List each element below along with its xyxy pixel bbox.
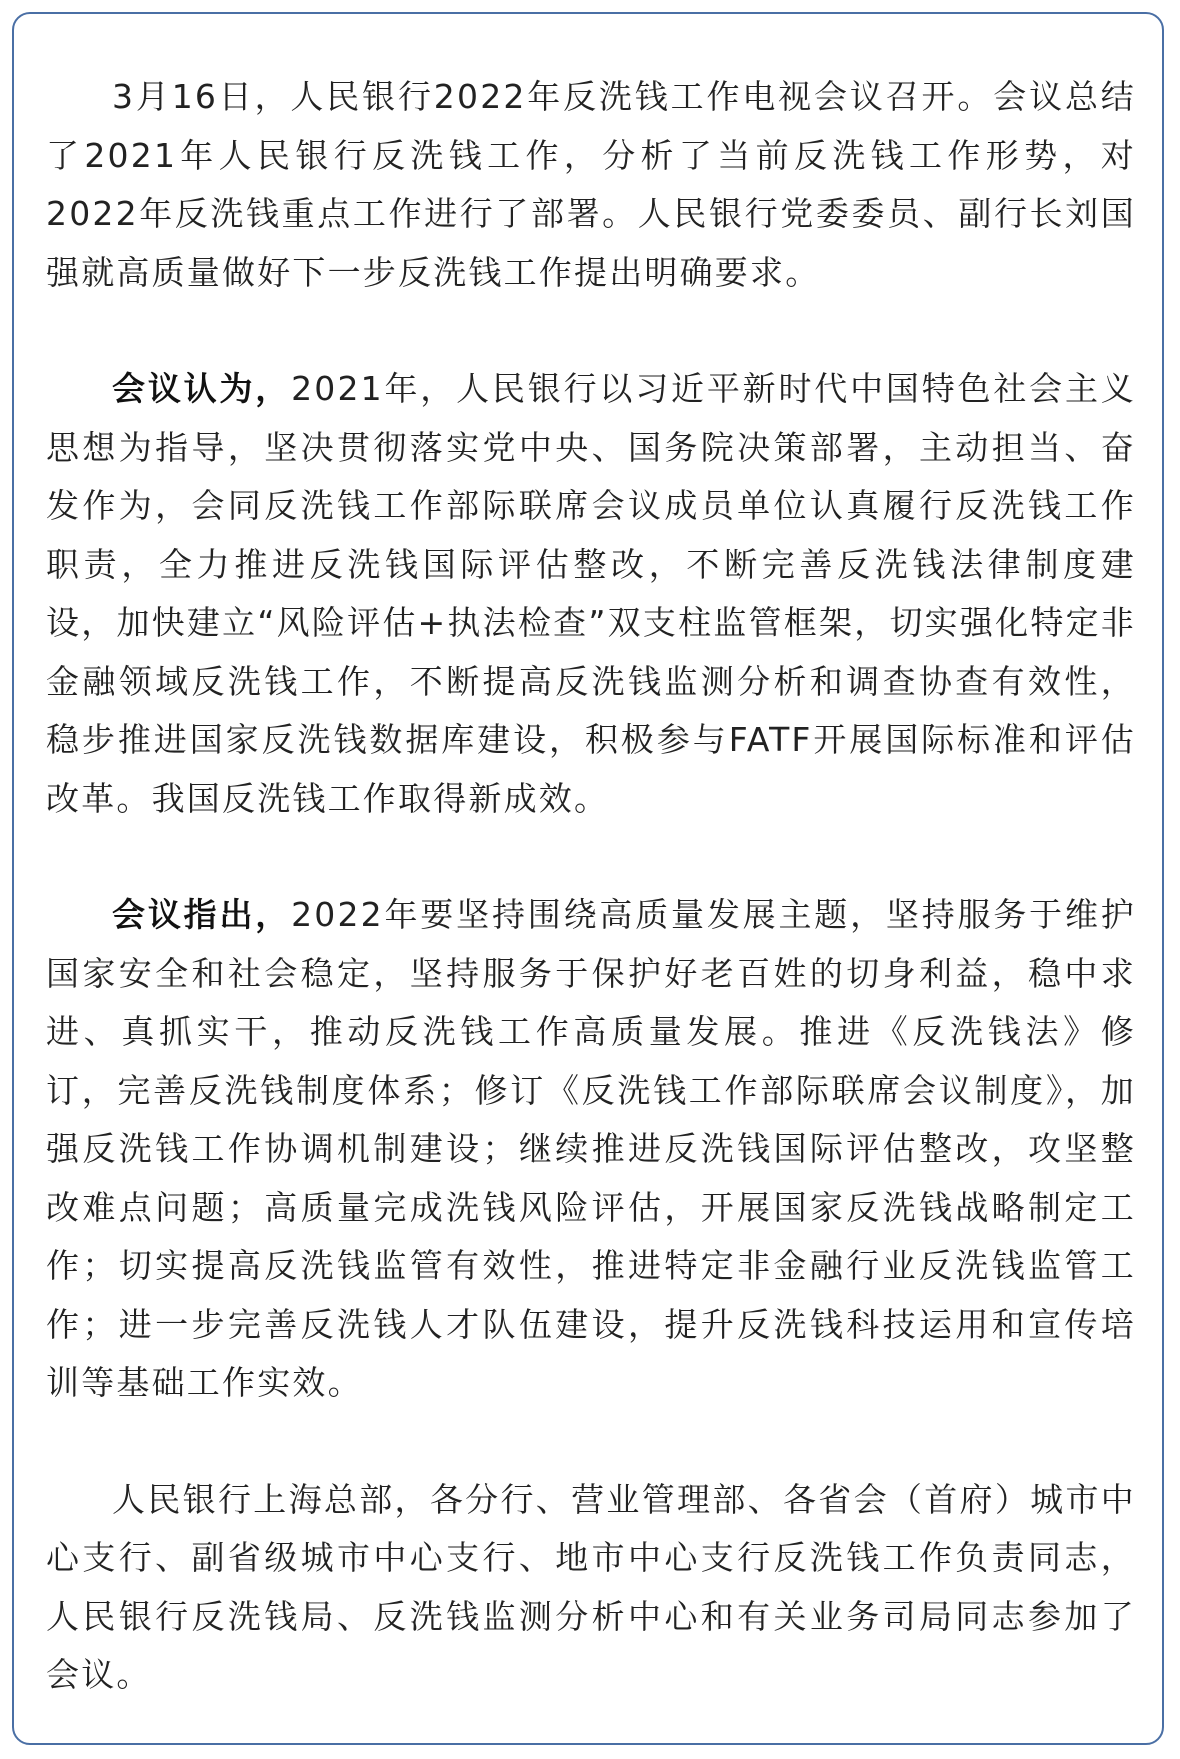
paragraph-lead: 会议认为， bbox=[112, 369, 292, 408]
article-body bbox=[46, 68, 1136, 1705]
paragraph-meeting-summary bbox=[46, 68, 1136, 302]
paragraph-lead: 会议指出， bbox=[112, 895, 292, 934]
paragraph-meeting-view bbox=[46, 360, 1136, 828]
paragraph-text: 2021年，人民银行以习近平新时代中国特色社会主义思想为指导，坚决贯彻落实党中央、国务院决策部署，主动担当、奋发作为，会同反洗钱工作部际联席会议成员单位认真履行反洗钱工作职责，全力推进反洗钱国际评估整改，不断完善反洗钱法律制度建设，加快建立“风险评估+执法检查”双支柱监管框架，切实强化特定非金融领域反洗钱工作，不断提高反洗钱监测分析和调查协查有效性，稳步推进国家反洗钱数据库建设，积极参与FATF开展国际标准和评估改革。我国反洗钱工作取得新成效。 bbox=[46, 369, 1137, 818]
paragraph-text: 3月16日，人民银行2022年反洗钱工作电视会议召开。会议总结了2021年人民银行反洗钱工作，分析了当前反洗钱工作形势，对2022年反洗钱重点工作进行了部署。人民银行党委委员、副行长刘国强就高质量做好下一步反洗钱工作提出明确要求。 bbox=[46, 77, 1136, 292]
paragraph-text: 人民银行上海总部，各分行、营业管理部、各省会（首府）城市中心支行、副省级城市中心支行、地市中心支行反洗钱工作负责同志，人民银行反洗钱局、反洗钱监测分析中心和有关业务司局同志参加了会议。 bbox=[46, 1479, 1136, 1694]
paragraph-text: 2022年要坚持围绕高质量发展主题，坚持服务于维护国家安全和社会稳定，坚持服务于保护好老百姓的切身利益，稳中求进、真抓实干，推动反洗钱工作高质量发展。推进《反洗钱法》修订，完善反洗钱制度体系；修订《反洗钱工作部际联席会议制度》，加强反洗钱工作协调机制建设；继续推进反洗钱国际评估整改，攻坚整改难点问题；高质量完成洗钱风险评估，开展国家反洗钱战略制定工作；切实提高反洗钱监管有效性，推进特定非金融行业反洗钱监管工作；进一步完善反洗钱人才队伍建设，提升反洗钱科技运用和宣传培训等基础工作实效。 bbox=[46, 895, 1137, 1402]
paragraph-meeting-points bbox=[46, 886, 1136, 1413]
paragraph-attendees bbox=[46, 1471, 1136, 1705]
